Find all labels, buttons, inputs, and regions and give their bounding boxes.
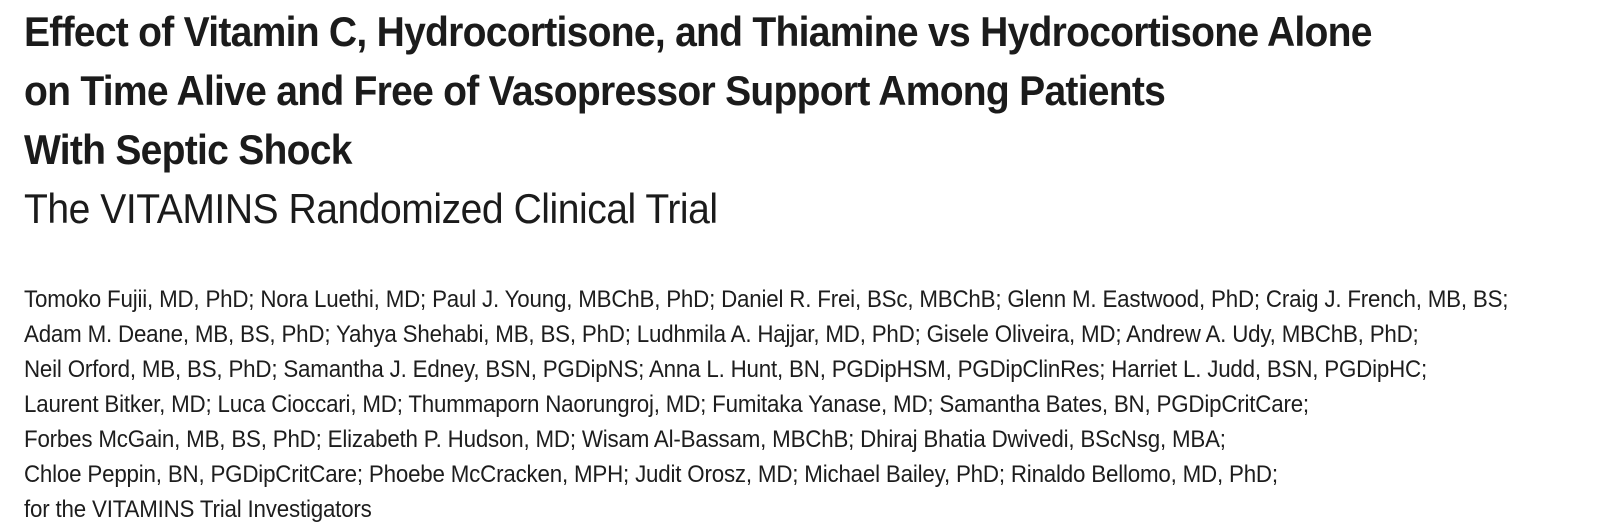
author-line: Neil Orford, MB, BS, PhD; Samantha J. Edney, BSN, PGDipNS; Anna L. Hunt, BN, PGDipHSM, PGDipClinRes; Harriet L. Judd, BSN, PGDipHC; <box>24 356 1427 383</box>
author-line: Chloe Peppin, BN, PGDipCritCare; Phoebe McCracken, MPH; Judit Orosz, MD; Michael Bailey, PhD; Rinaldo Bellomo, MD, PhD; <box>24 461 1278 488</box>
author-line: Forbes McGain, MB, BS, PhD; Elizabeth P. Hudson, MD; Wisam Al-Bassam, MBChB; Dhiraj Bhatia Dwivedi, BScNsg, MBA; <box>24 426 1226 453</box>
author-byline-block <box>24 282 1600 527</box>
author-line: Tomoko Fujii, MD, PhD; Nora Luethi, MD; Paul J. Young, MBChB, PhD; Daniel R. Frei, BSc, MBChB; Glenn M. Eastwood, PhD; Craig J. French, MB, BS; <box>24 286 1509 313</box>
article-title-line-3: With Septic Shock <box>24 126 352 173</box>
author-line: Laurent Bitker, MD; Luca Cioccari, MD; Thummaporn Naorungroj, MD; Fumitaka Yanase, MD; Samantha Bates, BN, PGDipCritCare; <box>24 391 1309 418</box>
author-line: Adam M. Deane, MB, BS, PhD; Yahya Shehabi, MB, BS, PhD; Ludhmila A. Hajjar, MD, PhD; Gisele Oliveira, MD; Andrew A. Udy, MBChB, PhD; <box>24 321 1419 348</box>
author-group-attribution: for the VITAMINS Trial Investigators <box>24 496 372 523</box>
article-title-line-2: on Time Alive and Free of Vasopressor Support Among Patients <box>24 67 1166 114</box>
article-subtitle: The VITAMINS Randomized Clinical Trial <box>24 185 718 232</box>
article-title-line-1: Effect of Vitamin C, Hydrocortisone, and Thiamine vs Hydrocortisone Alone <box>24 8 1372 55</box>
article-title <box>24 2 1600 179</box>
